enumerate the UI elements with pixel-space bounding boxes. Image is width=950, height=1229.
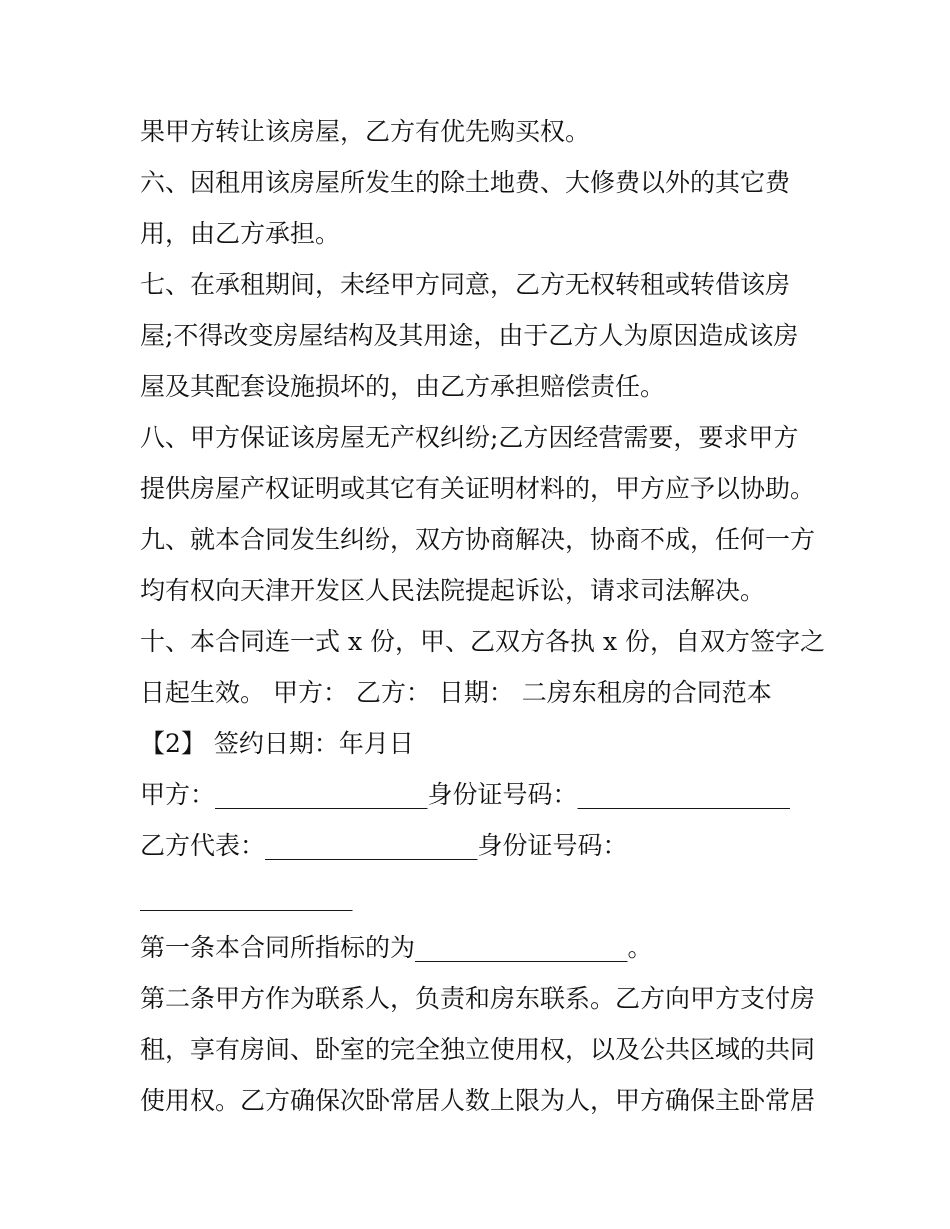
text-line: 第一条本合同所指标的为_________________。 <box>140 933 653 962</box>
text-line: 乙方代表：_________________身份证号码： <box>140 831 628 860</box>
text-line: _________________ <box>140 882 353 911</box>
text-line: 屋;不得改变房屋结构及其用途，由于乙方人为原因造成该房 <box>140 321 799 350</box>
text-line: 日起生效。 甲方： 乙方： 日期： 二房东租房的合同范本 <box>140 678 772 707</box>
text-line: 七、在承租期间，未经甲方同意，乙方无权转租或转借该房 <box>140 270 791 299</box>
text-line: 租，享有房间、卧室的完全独立使用权，以及公共区域的共同 <box>140 1035 816 1064</box>
text-line: 屋及其配套设施损坏的，由乙方承担赔偿责任。 <box>140 372 666 401</box>
text-line: 果甲方转让该房屋，乙方有优先购买权。 <box>140 117 591 146</box>
text-line: 提供房屋产权证明或其它有关证明材料的，甲方应予以协助。 <box>140 474 816 503</box>
text-line: 使用权。乙方确保次卧常居人数上限为人，甲方确保主卧常居 <box>140 1086 816 1115</box>
text-line: 十、本合同连一式 x 份，甲、乙双方各执 x 份，自双方签字之 <box>140 627 825 656</box>
text-line: 第二条甲方作为联系人，负责和房东联系。乙方向甲方支付房 <box>140 984 816 1013</box>
text-line: 均有权向天津开发区人民法院提起诉讼，请求司法解决。 <box>140 576 766 605</box>
text-line: 九、就本合同发生纠纷，双方协商解决，协商不成，任何一方 <box>140 525 816 554</box>
contract-body <box>140 106 825 1126</box>
text-line: 甲方：_________________身份证号码：_________________ <box>140 780 791 809</box>
text-line: 六、因租用该房屋所发生的除土地费、大修费以外的其它费 <box>140 168 791 197</box>
text-line: 用，由乙方承担。 <box>140 219 341 248</box>
text-line: 【2】 签约日期：年月日 <box>140 729 414 758</box>
text-line: 八、甲方保证该房屋无产权纠纷;乙方因经营需要，要求甲方 <box>140 423 799 452</box>
